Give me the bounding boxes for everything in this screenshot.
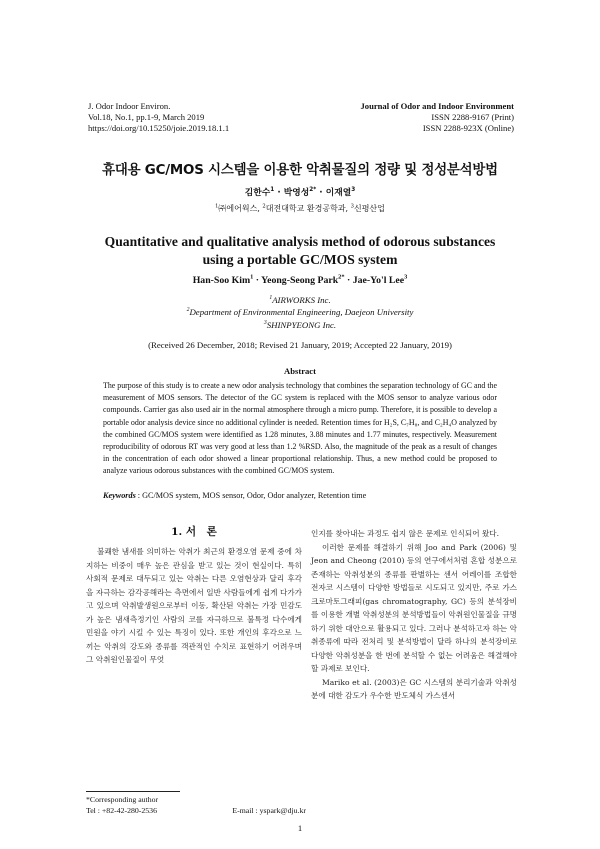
author-separator: ·	[274, 188, 284, 198]
korean-title: 휴대용 GC/MOS 시스템을 이용한 악취물질의 정량 및 정성분석방법	[102, 163, 498, 178]
body-paragraph: 불쾌한 냄새를 의미하는 악취가 최근의 환경오염 문제 중에 차지하는 비중이 매우 높은 관심을 받고 있는 것이 현실이다. 특히 사회적 문제로 대두되고 있는 악취는 다른 오염현상과 달리 후각을 자극하는 감각공해라는 측면에서 일반 사람들에게 쉽게 다가가고 있으며 악취발생원으로부터 이동, 확산된 악취는 가장 민감도가 높은 냄새측정기인 사람의 코를 자극하므로 불특정 다수에게 민원을 야기 시킬 수 있는 특징이 있다. 또한 개인의 후각으로 느끼는 악취의 강도와 종류를 객관적인 수치로 표현하기 어려우며 그 악취원인물질이 무엇	[86, 547, 302, 664]
english-author-1: Han-Soo Kim	[192, 275, 251, 286]
en-author-1-sup: 1	[250, 273, 254, 281]
section-heading-introduction: 1. 서 론	[171, 526, 217, 538]
email[interactable]: E-mail : yspark@dju.kr	[232, 805, 306, 815]
korean-affil-1: ㈜에어웍스,	[218, 204, 263, 213]
journal-citation-header	[88, 101, 229, 135]
affil-1-sup: 1	[215, 203, 219, 210]
issn-online: ISSN 2288-923X (Online)	[422, 123, 514, 134]
author-separator: ·	[253, 275, 262, 286]
page-number: 1	[297, 823, 303, 833]
english-author-3: Jae-Yo'l Lee	[352, 275, 405, 286]
english-affil-3: $^3$SHINPYEONG Inc.	[263, 319, 337, 330]
english-affiliations	[0, 294, 600, 331]
korean-affil-3: 신평산업	[353, 204, 385, 213]
english-title-line-2: using a portable GC/MOS system	[202, 251, 398, 267]
abstract-heading: Abstract	[284, 366, 316, 376]
korean-authors	[0, 185, 600, 198]
keywords-list: : GC/MOS system, MOS sensor, Odor, Odor analyzer, Retention time	[135, 491, 367, 500]
journal-abbrev: J. Odor Indoor Environ.	[88, 101, 171, 111]
body-paragraph: 인지를 찾아내는 과정도 쉽지 않은 문제로 인식되어 왔다.	[311, 529, 500, 538]
english-title-line-1: Quantitative and qualitative analysis method of odorous substances	[104, 234, 496, 249]
footnote-divider	[86, 791, 180, 792]
journal-name: Journal of Odor and Indoor Environment	[360, 101, 514, 111]
english-title	[0, 233, 600, 268]
body-paragraph: Mariko et al. (2003)은 GC 시스템의 분리기술과 악취성분에 대한 감도가 우수한 반도체식 가스센서	[311, 677, 517, 700]
author-1-sup: 1	[270, 187, 275, 194]
keywords	[103, 491, 497, 500]
body-column-left	[86, 545, 302, 667]
author-separator: ·	[344, 275, 353, 286]
korean-author-1: 김한수	[244, 188, 271, 198]
korean-author-3: 이재열	[325, 188, 352, 198]
abstract-body: The purpose of this study is to create a new odor analysis technology that combines the separation technology of GC and the measurement of MOS sensors. The detector of the GC system is replaced with the MOS sensor to analyze various odor compounds. Carrier gas also used air in the normal atmosphere through a micro pump. Therefore, it is possible to develop a portable odor analysis device since no additional cylinder is needed. Retention times for H₂S, C₇H₈, and C₂H₄O analyzed by the combined GC/MOS system were identified as 1.28 minutes, 3.88 minutes and 1.77 minutes, respectively. Measurement reproducibility of odorous RT was very good at less than 1.2 %RSD. Also, the magnitude of the peak as a result of changes in the concentration of each odor showed a linear proportional relationship. Thus, a new method could be proposed to analyze various odorous substances with the combined GC/MOS system.	[103, 381, 497, 476]
volume-pages: Vol.18, No.1, pp.1-9, March 2019	[88, 112, 205, 123]
received-dates: (Received 26 December, 2018; Revised 21 January, 2019; Accepted 22 January, 2019)	[148, 340, 452, 350]
english-authors	[0, 275, 600, 286]
issn-print: ISSN 2288-9167 (Print)	[431, 112, 514, 123]
doi-link[interactable]: https://doi.org/10.15250/joie.2019.18.1.1	[88, 123, 230, 134]
english-affil-2: $^2$Department of Environmental Engineering, Daejeon University	[186, 307, 414, 318]
corresponding-label: *Corresponding author	[86, 795, 159, 804]
affil-3-sup: 3	[350, 203, 354, 210]
en-author-2-sup: 2*	[338, 273, 345, 281]
author-separator: ·	[316, 188, 326, 198]
body-paragraph: 이러한 문제를 해결하기 위해 Joo and Park (2006) 및 Jeon and Cheong (2010) 등의 연구에서처럼 혼합 성분으로 존재하는 악취성분의 종류를 판별하는 센서 어레이를 조합한 전자코 시스템이 다양한 방법들로 시도되고 있지만, 주로 가스크로마토그래피(gas chromatography, GC) 등의 분석장비를 이용한 개별 악취성분의 분석방법들이 악취원인물질을 규명하기 위한 대안으로 활용되고 있다. 그러나 분석하고자 하는 악취종류에 따라 전처리 및 분석방법이 달라 하나의 분석장비로 다양한 악취성분을 한 번에 분석할 수 없는 어려움은 해결해야할 과제로 보인다.	[311, 542, 517, 673]
korean-affiliations	[0, 203, 600, 214]
author-2-sup: 2*	[309, 187, 317, 194]
english-author-2: Yeong-Seong Park	[261, 275, 339, 286]
affil-2-sup: 2	[262, 203, 266, 210]
keywords-label: Keywords	[103, 491, 136, 500]
korean-affil-2: 대전대학교 환경공학과,	[265, 204, 351, 213]
journal-issn-header	[360, 101, 514, 135]
body-column-right	[311, 527, 517, 703]
chemical-formula: C₂H₄O	[434, 417, 457, 427]
en-author-3-sup: 3	[404, 273, 408, 281]
english-affil-1: $^1$AIRWORKS Inc.	[269, 295, 331, 305]
corresponding-author-footnote	[86, 795, 306, 816]
chemical-formula: H₂S, C₇H₈,	[384, 417, 420, 427]
korean-author-2: 박영성	[283, 188, 310, 198]
telephone: Tel : +82-42-280-2536	[86, 805, 157, 815]
author-3-sup: 3	[351, 187, 356, 194]
